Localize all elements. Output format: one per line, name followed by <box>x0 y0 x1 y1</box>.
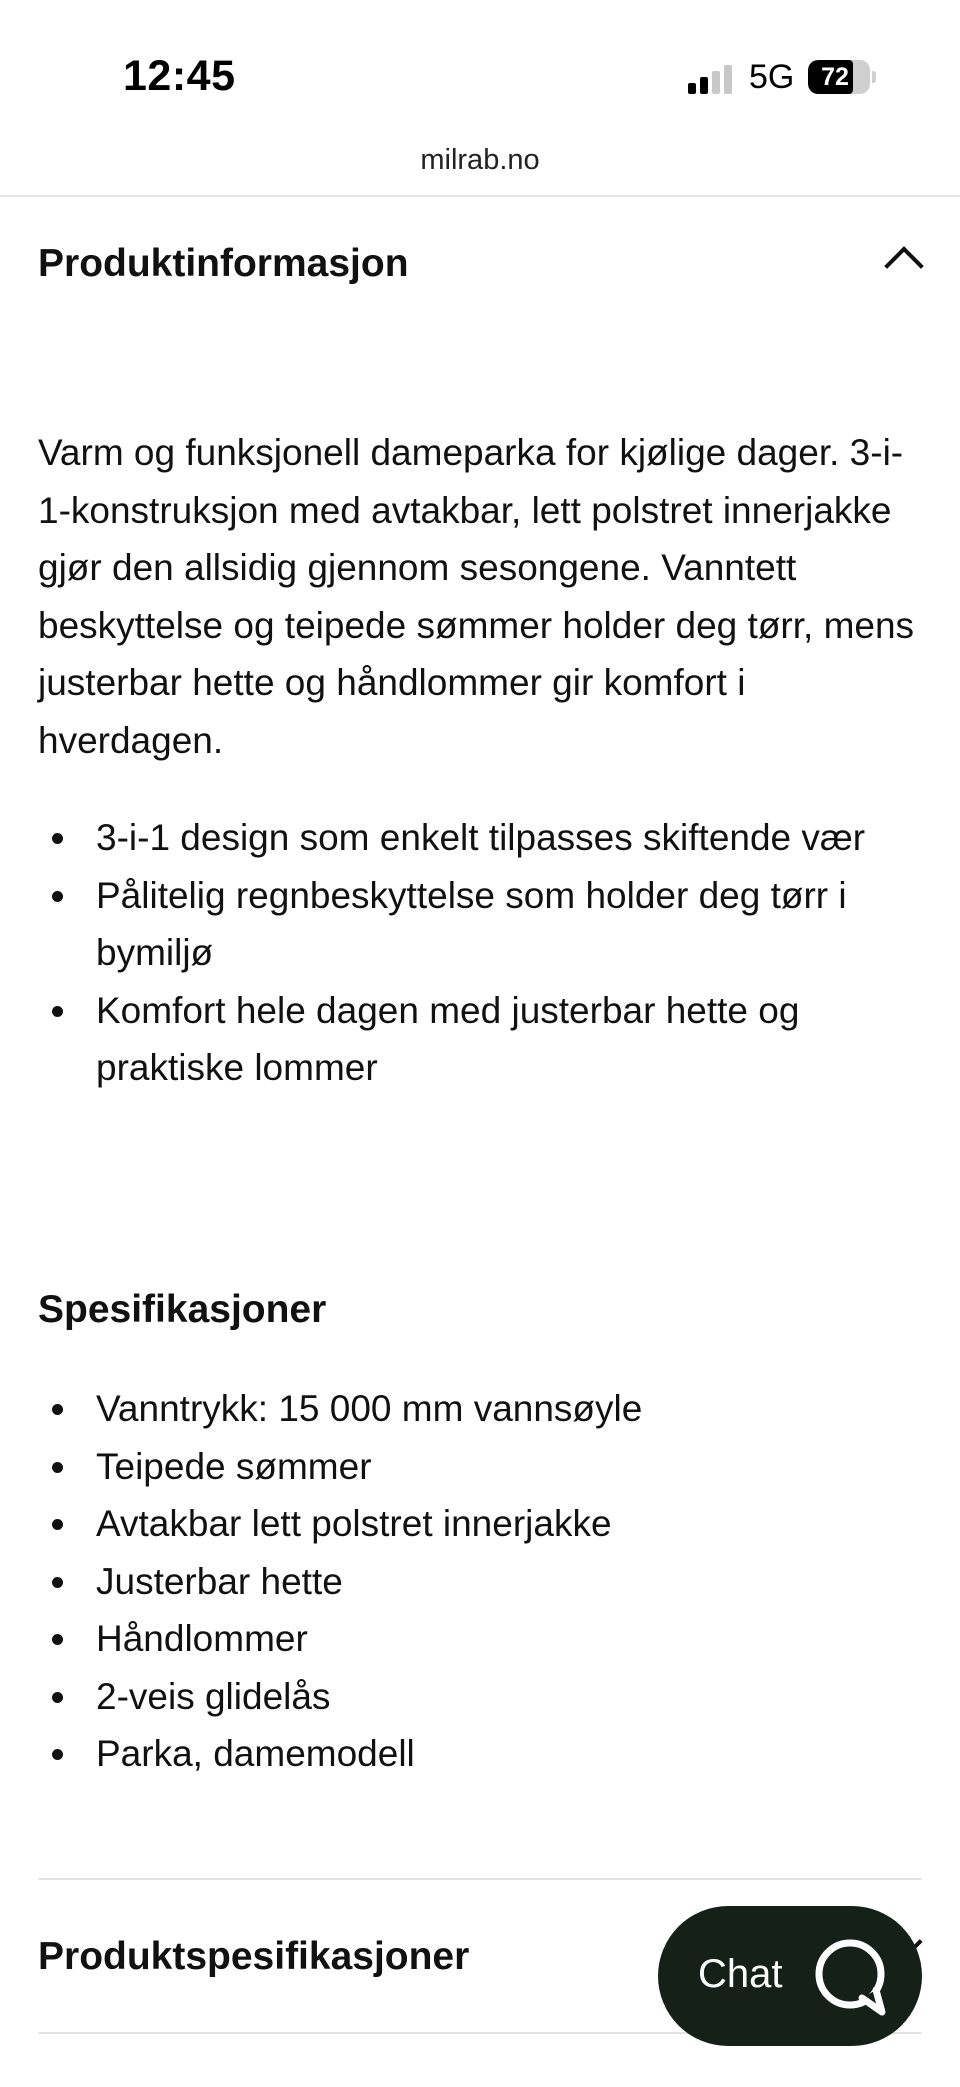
specs-list <box>38 1380 928 1783</box>
network-type: 5G <box>749 58 795 96</box>
spec-item: 2-veis glidelås <box>38 1668 928 1726</box>
chat-label: Chat <box>698 1952 783 1996</box>
chat-button[interactable] <box>658 1906 922 2046</box>
specs-heading: Spesifikasjoner <box>38 1288 327 1331</box>
spec-item: Vanntrykk: 15 000 mm vannsøyle <box>38 1380 928 1438</box>
product-description: Varm og funksjonell dameparka for kjølige dager. 3-i-1-konstruksjon med avtakbar, lett polstret innerjakke gjør den allsidig gjennom sesongene. Vanntett beskyttelse og teipede sømmer holder deg tørr, mens justerbar hette og håndlommer gir komfort i hverdagen. <box>38 432 915 761</box>
url-bar[interactable]: milrab.no <box>420 144 540 176</box>
chat-bubble-icon <box>810 1934 894 2018</box>
battery-level: 72 <box>821 63 849 91</box>
spec-item: Justerbar hette <box>38 1553 928 1611</box>
feature-item: 3-i-1 design som enkelt tilpasses skiftende vær <box>38 809 928 867</box>
product-info-accordion-header[interactable] <box>38 234 922 294</box>
battery-icon <box>808 60 876 94</box>
status-time: 12:45 <box>123 52 236 100</box>
product-info-title: Produktinformasjon <box>38 242 409 285</box>
spec-item: Teipede sømmer <box>38 1438 928 1496</box>
status-bar <box>0 0 960 130</box>
feature-list <box>38 809 928 1097</box>
spec-item: Håndlommer <box>38 1610 928 1668</box>
feature-item: Komfort hele dagen med justerbar hette og praktiske lommer <box>38 982 928 1097</box>
toolbar-divider <box>0 195 960 197</box>
product-specs-title: Produktspesifikasjoner <box>38 1935 470 1978</box>
cellular-signal-icon <box>688 64 734 94</box>
feature-item: Pålitelig regnbeskyttelse som holder deg tørr i bymiljø <box>38 867 928 982</box>
spec-item: Avtakbar lett polstret innerjakke <box>38 1495 928 1553</box>
section-divider <box>38 1878 922 1880</box>
spec-item: Parka, damemodell <box>38 1725 928 1783</box>
